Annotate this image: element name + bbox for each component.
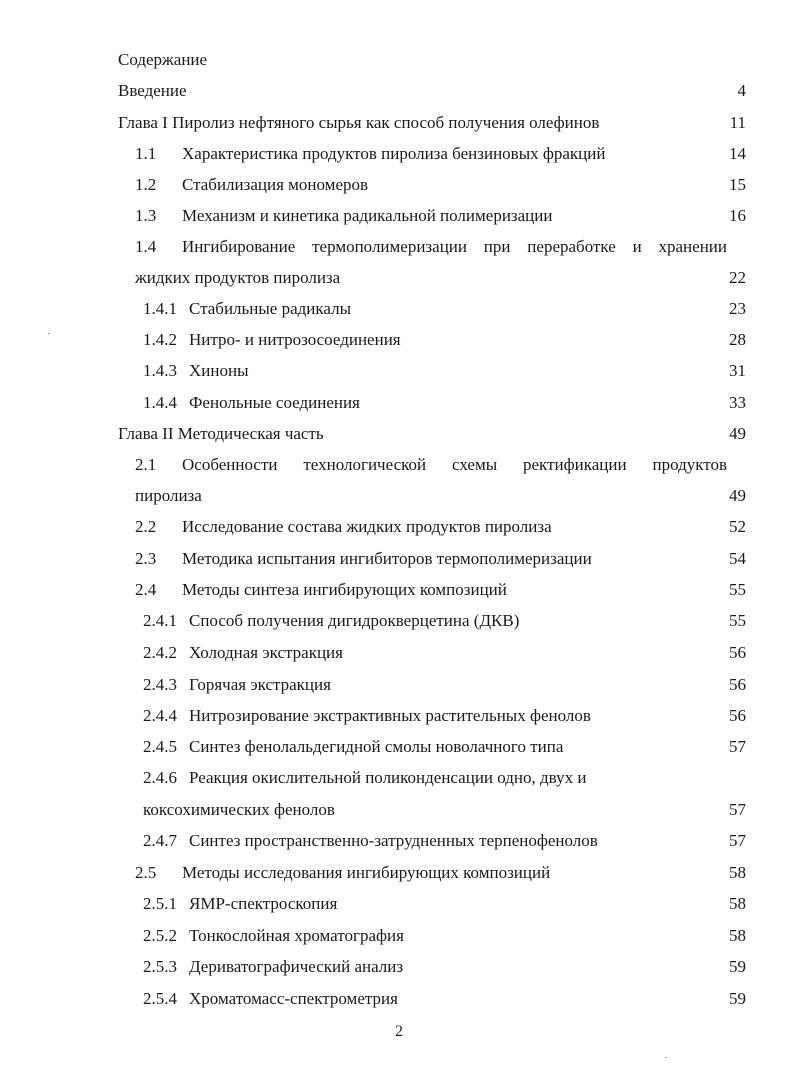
toc-entry[interactable] — [143, 830, 683, 852]
toc-entry[interactable] — [143, 736, 683, 758]
toc-entry-title: Синтез фенолальдегидной смолы новолачного типа — [189, 737, 564, 756]
toc-entry-number: 2.4.3 — [143, 675, 177, 694]
toc-entry-number: 2.4 — [135, 580, 157, 599]
toc-entry-number: 2.5.2 — [143, 926, 177, 945]
toc-entry-title: Методы исследования ингибирующих композиций — [182, 863, 551, 882]
toc-entry-title: Введение — [118, 81, 187, 100]
toc-entry[interactable] — [143, 925, 683, 947]
toc-entry[interactable] — [135, 454, 727, 476]
toc-page-number: 22 — [729, 268, 746, 287]
toc-page-number: 49 — [729, 424, 746, 443]
toc-entry-number: 2.2 — [135, 517, 157, 536]
toc-entry-title-line2: пиролиза — [135, 486, 202, 505]
page-number-footer: 2 — [395, 1023, 403, 1040]
toc-entry[interactable] — [118, 112, 728, 134]
toc-entry-number: 2.4.7 — [143, 831, 177, 850]
toc-entry[interactable] — [143, 392, 683, 414]
toc-entry-title: Стабильные радикалы — [189, 299, 351, 318]
toc-entry-title-line1: Особенности технологической схемы ректификации продуктов — [182, 455, 727, 474]
toc-page-number: 31 — [729, 361, 746, 380]
scan-speck — [665, 1057, 667, 1058]
toc-page-number: 11 — [729, 113, 746, 132]
toc-entry-title: Горячая экстракция — [189, 675, 331, 694]
toc-entry-title: Тонкослойная хроматография — [189, 926, 404, 945]
toc-entry-number: 1.3 — [135, 206, 157, 225]
toc-entry-continuation[interactable] — [143, 799, 683, 821]
toc-entry[interactable] — [143, 988, 683, 1010]
toc-page-number: 49 — [729, 486, 746, 505]
toc-page-number: 33 — [729, 393, 746, 412]
toc-entry[interactable] — [135, 236, 727, 258]
toc-entry-number: 1.4.1 — [143, 299, 177, 318]
toc-entry-number: 2.4.5 — [143, 737, 177, 756]
toc-page-number: 56 — [729, 706, 746, 725]
toc-entry-title: Исследование состава жидких продуктов пиролиза — [182, 517, 552, 536]
toc-entry-title: Характеристика продуктов пиролиза бензиновых фракций — [182, 144, 606, 163]
toc-entry-number: 2.5.4 — [143, 989, 177, 1008]
toc-entry-number: 1.4.3 — [143, 361, 177, 380]
toc-entry-title: Стабилизация мономеров — [182, 175, 369, 194]
toc-entry[interactable] — [135, 516, 675, 538]
toc-page-number: 23 — [729, 299, 746, 318]
toc-entry[interactable] — [143, 705, 683, 727]
toc-entry-title: Способ получения дигидрокверцетина (ДКВ) — [189, 611, 520, 630]
toc-entry[interactable] — [135, 174, 675, 196]
toc-entry[interactable] — [143, 610, 683, 632]
toc-page-number: 58 — [729, 926, 746, 945]
toc-entry-title-line2: коксохимических фенолов — [143, 800, 335, 819]
scan-speck — [48, 333, 50, 334]
toc-page-number: 55 — [729, 580, 746, 599]
toc-page-number: 52 — [729, 517, 746, 536]
toc-page-number: 58 — [729, 894, 746, 913]
toc-entry-title: Нитрозирование экстрактивных растительных фенолов — [189, 706, 591, 725]
toc-page-number: 57 — [729, 737, 746, 756]
toc-entry-title: Глава I Пиролиз нефтяного сырья как способ получения олефинов — [118, 113, 600, 132]
toc-entry-number: 1.4 — [135, 237, 157, 256]
toc-entry[interactable] — [143, 893, 683, 915]
toc-entry-title: Холодная экстракция — [189, 643, 343, 662]
toc-page-number: 57 — [729, 831, 746, 850]
toc-page-number: 28 — [729, 330, 746, 349]
toc-entry-number: 2.5.1 — [143, 894, 177, 913]
toc-entry[interactable] — [135, 579, 675, 601]
toc-entry-number: 2.1 — [135, 455, 157, 474]
toc-entry-number: 2.5.3 — [143, 957, 177, 976]
toc-page-number: 59 — [729, 989, 746, 1008]
toc-entry-title: Синтез пространственно-затрудненных терпенофенолов — [189, 831, 598, 850]
toc-page-number: 56 — [729, 675, 746, 694]
toc-page-number: 56 — [729, 643, 746, 662]
toc-page-number: 59 — [729, 957, 746, 976]
toc-entry-title: Методы синтеза ингибирующих композиций — [182, 580, 507, 599]
toc-entry[interactable] — [143, 642, 683, 664]
toc-entry[interactable] — [143, 767, 683, 789]
toc-entry[interactable] — [143, 956, 683, 978]
toc-entry-title: Глава II Методическая часть — [118, 424, 324, 443]
toc-entry-title-line2: жидких продуктов пиролиза — [135, 268, 341, 287]
toc-entry[interactable] — [118, 80, 746, 102]
toc-entry[interactable] — [135, 548, 675, 570]
toc-page-number: 16 — [729, 206, 746, 225]
toc-entry-title: Хроматомасс-спектрометрия — [189, 989, 398, 1008]
toc-entry[interactable] — [143, 674, 683, 696]
toc-entry-number: 1.4.4 — [143, 393, 177, 412]
toc-entry-title: Дериватографический анализ — [189, 957, 404, 976]
toc-entry[interactable] — [135, 143, 675, 165]
toc-page-number: 15 — [729, 175, 746, 194]
toc-entry-title: ЯМР-спектроскопия — [189, 894, 338, 913]
toc-page-number: 54 — [729, 549, 746, 568]
toc-entry-title-line1: Реакция окислительной поликонденсации одно, двух и — [189, 768, 587, 787]
toc-entry-number: 1.1 — [135, 144, 157, 163]
toc-entry-title: Механизм и кинетика радикальной полимеризации — [182, 206, 553, 225]
toc-entry-title: Методика испытания ингибиторов термополимеризации — [182, 549, 592, 568]
toc-entry-number: 2.4.1 — [143, 611, 177, 630]
toc-entry-number: 1.2 — [135, 175, 157, 194]
toc-entry-title: Хиноны — [189, 361, 249, 380]
toc-page-number: 14 — [729, 144, 746, 163]
toc-entry-number: 2.4.4 — [143, 706, 177, 725]
toc-entry-continuation[interactable] — [135, 267, 675, 289]
toc-entry-number: 2.4.6 — [143, 768, 177, 787]
toc-entry[interactable] — [143, 360, 683, 382]
toc-entry[interactable] — [135, 205, 675, 227]
toc-entry-number: 2.5 — [135, 863, 157, 882]
toc-entry-title-line1: Ингибирование термополимеризации при переработке и хранении — [182, 237, 727, 256]
toc-entry-title: Фенольные соединения — [189, 393, 360, 412]
toc-page-number: 55 — [729, 611, 746, 630]
toc-entry-number: 1.4.2 — [143, 330, 177, 349]
toc-entry-number: 2.4.2 — [143, 643, 177, 662]
toc-page-number: 57 — [729, 800, 746, 819]
toc-entry-title: Нитро- и нитрозосоединения — [189, 330, 401, 349]
toc-entry-number: 2.3 — [135, 549, 157, 568]
toc-page-number: 4 — [737, 81, 746, 100]
toc-heading: Содержание — [118, 50, 208, 69]
toc-entry[interactable] — [143, 329, 683, 351]
toc-entry[interactable] — [143, 298, 683, 320]
toc-entry[interactable] — [118, 423, 658, 445]
toc-entry[interactable] — [135, 862, 675, 884]
toc-entry-continuation[interactable] — [135, 485, 675, 507]
toc-page-number: 58 — [729, 863, 746, 882]
